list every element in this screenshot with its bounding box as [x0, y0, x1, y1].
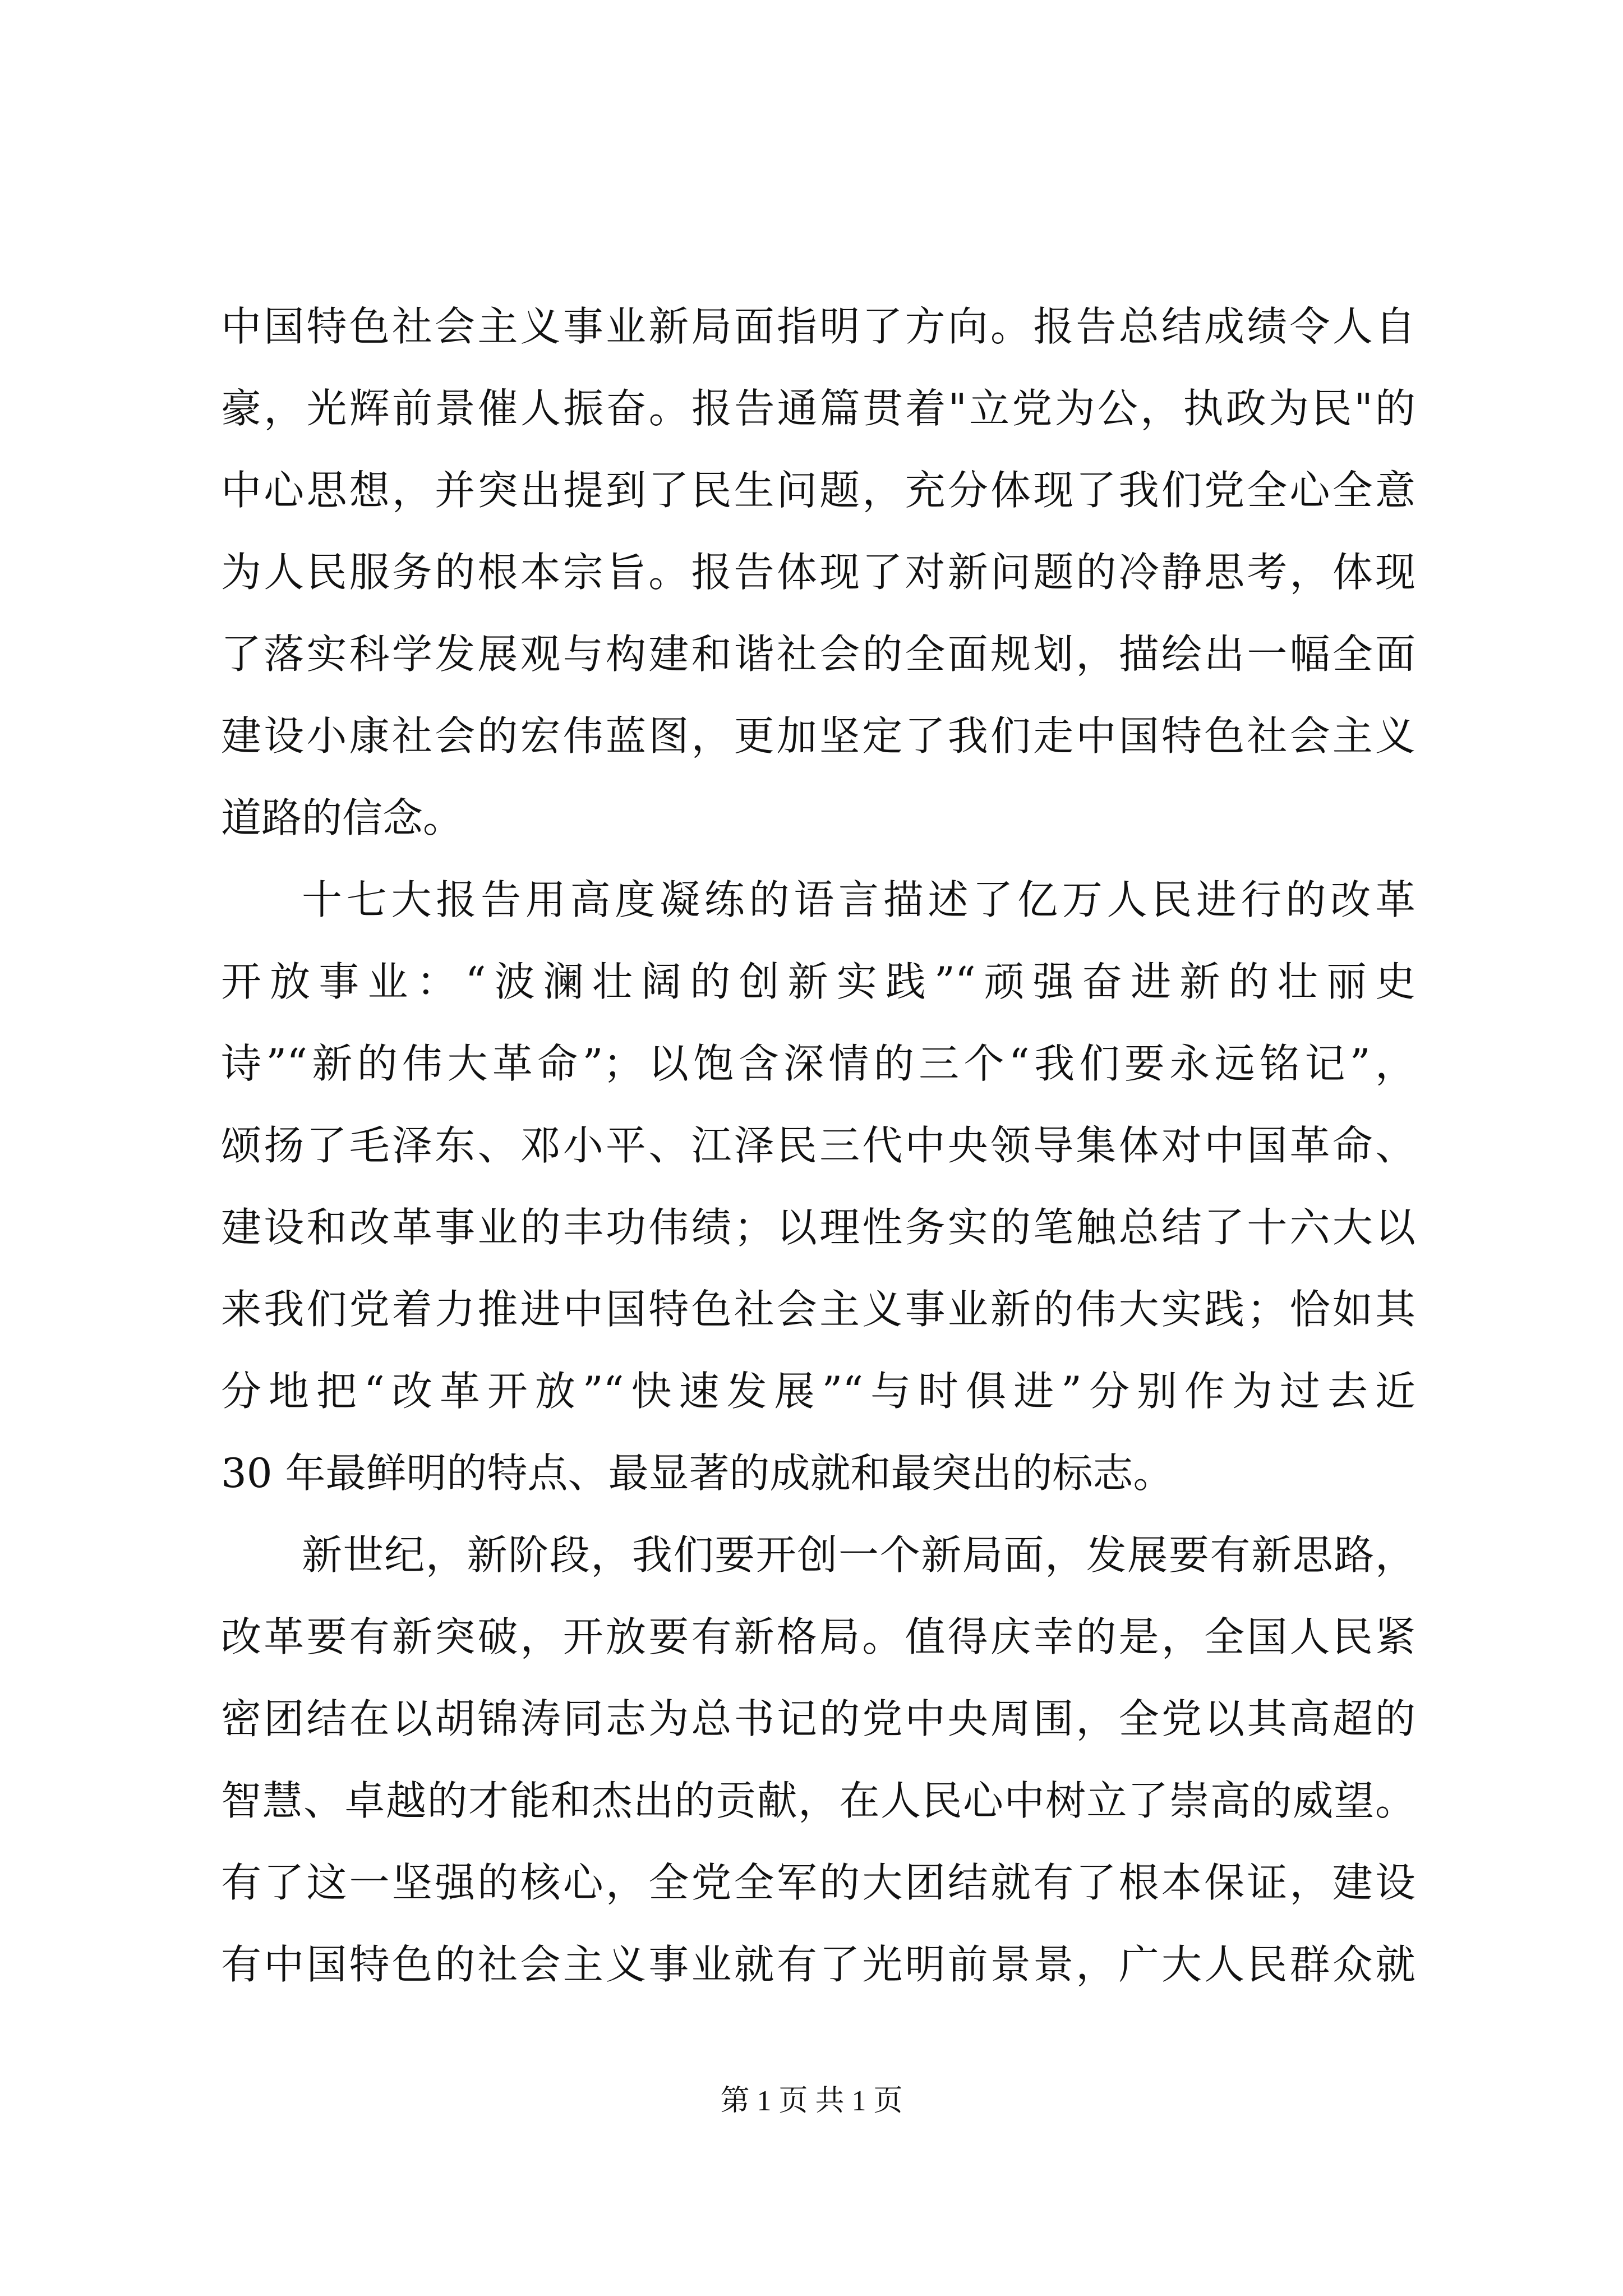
- paragraph-1-line-7: 道路的信念。: [221, 794, 464, 841]
- paragraph-1-line-5: 了落实科学发展观与构建和谐社会的全面规划，描绘出一幅全面: [221, 631, 1415, 678]
- paragraph-2-line-1: 十七大报告用高度凝练的语言描述了亿万人民进行的改革: [302, 876, 1415, 923]
- page-footer: 第 1 页 共 1 页: [720, 2085, 903, 2117]
- paragraph-1-line-1: 中国特色社会主义事业新局面指明了方向。报告总结成绩令人自: [221, 303, 1415, 350]
- paragraph-2-line-3: 诗”“新的伟大革命”；以饱含深情的三个“我们要永远铭记”，: [221, 1040, 1415, 1087]
- paragraph-2-line-6: 来我们党着力推进中国特色社会主义事业新的伟大实践；恰如其: [221, 1286, 1415, 1333]
- paragraph-3-line-1: 新世纪，新阶段，我们要开创一个新局面，发展要有新思路，: [302, 1531, 1415, 1579]
- paragraph-2-line-2: 开放事业：“波澜壮阔的创新实践”“顽强奋进新的壮丽史: [221, 958, 1415, 1005]
- paragraph-3-line-3: 密团结在以胡锦涛同志为总书记的党中央周围，全党以其高超的: [221, 1695, 1415, 1742]
- paragraph-2-line-4: 颂扬了毛泽东、邓小平、江泽民三代中央领导集体对中国革命、: [221, 1122, 1415, 1169]
- paragraph-3-line-2: 改革要有新突破，开放要有新格局。值得庆幸的是，全国人民紧: [221, 1613, 1415, 1660]
- paragraph-2-line-7: 分地把“改革开放”“快速发展”“与时俱进”分别作为过去近: [221, 1368, 1415, 1415]
- paragraph-1-line-2: 豪，光辉前景催人振奋。报告通篇贯着"立党为公，执政为民"的: [221, 385, 1415, 432]
- paragraph-3-line-4: 智慧、卓越的才能和杰出的贡献，在人民心中树立了崇高的威望。: [221, 1777, 1415, 1824]
- paragraph-2-line-5: 建设和改革事业的丰功伟绩；以理性务实的笔触总结了十六大以: [221, 1204, 1415, 1251]
- paragraph-1-line-4: 为人民服务的根本宗旨。报告体现了对新问题的冷静思考，体现: [221, 549, 1415, 596]
- paragraph-3-line-5: 有了这一坚强的核心，全党全军的大团结就有了根本保证，建设: [221, 1859, 1415, 1906]
- paragraph-2-line-8: 30 年最鲜明的特点、最显著的成就和最突出的标志。: [221, 1450, 1174, 1497]
- paragraph-3-line-6: 有中国特色的社会主义事业就有了光明前景景，广大人民群众就: [221, 1941, 1415, 1988]
- paragraph-1-line-6: 建设小康社会的宏伟蓝图，更加坚定了我们走中国特色社会主义: [221, 712, 1415, 760]
- paragraph-1-line-3: 中心思想，并突出提到了民生问题，充分体现了我们党全心全意: [221, 467, 1415, 514]
